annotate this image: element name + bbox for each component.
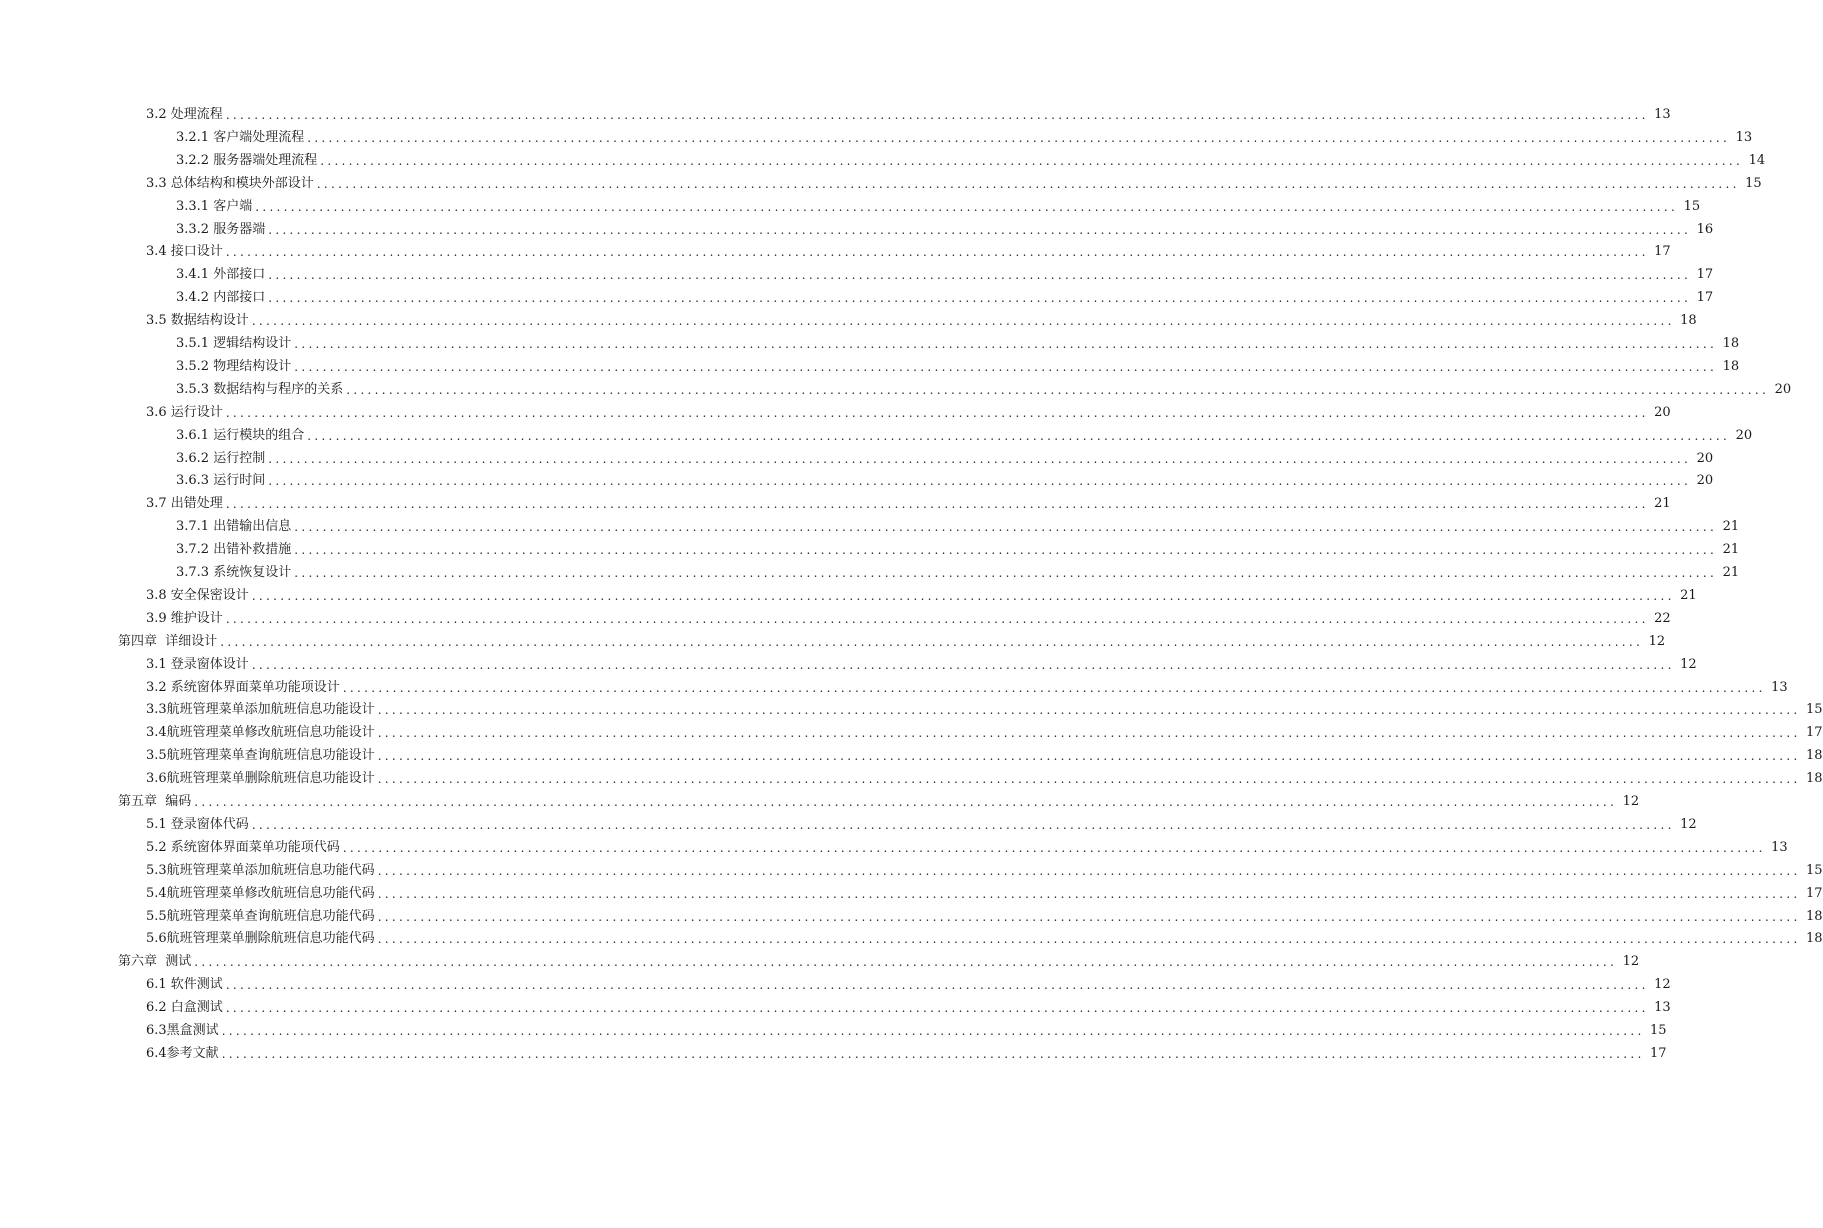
toc-dot-leader: ........................................................................................................................................................................................................ — [268, 268, 1692, 283]
toc-dot-leader: ........................................................................................................................................................................................................ — [377, 772, 1801, 787]
toc-dot-leader: ........................................................................................................................................................................................................ — [342, 680, 1766, 695]
toc-entry-title: 6.4参考文献 — [146, 1045, 219, 1061]
toc-page-number: 14 — [1748, 152, 1766, 168]
toc-dot-leader: ........................................................................................................................................................................................................ — [225, 245, 1649, 260]
toc-page-number: 21 — [1722, 565, 1740, 580]
toc-page-number: 18 — [1722, 336, 1740, 351]
toc-entry[interactable] — [176, 379, 1792, 401]
toc-page-number: 12 — [1622, 954, 1640, 970]
toc-entry[interactable] — [146, 974, 1671, 996]
toc-dot-leader: ........................................................................................................................................................................................................ — [294, 566, 1718, 580]
toc-entry[interactable] — [176, 356, 1740, 378]
toc-dot-leader: ........................................................................................................................................................................................................ — [268, 474, 1692, 489]
toc-dot-leader: ........................................................................................................................................................................................................ — [225, 405, 1649, 420]
toc-entry-title: 5.2 系统窗体界面菜单功能项代码 — [146, 839, 340, 855]
toc-entry[interactable] — [146, 883, 1823, 905]
toc-page-number: 17 — [1806, 725, 1823, 741]
toc-entry-title: 5.3航班管理菜单添加航班信息功能代码 — [146, 862, 375, 878]
toc-page-number: 12 — [1680, 656, 1697, 672]
toc-entry-title: 3.3 总体结构和模块外部设计 — [146, 175, 314, 191]
toc-dot-leader: ........................................................................................................................................................................................................ — [307, 428, 1731, 443]
toc-page-number: 12 — [1680, 816, 1697, 832]
toc-entry[interactable] — [176, 470, 1714, 492]
toc-dot-leader: ........................................................................................................................................................................................................ — [294, 543, 1718, 558]
toc-entry[interactable] — [176, 196, 1701, 218]
toc-entry-title: 6.2 白盒测试 — [146, 1000, 223, 1016]
toc-dot-leader: ........................................................................................................................................................................................................ — [251, 314, 1675, 329]
toc-entry-title: 3.2 系统窗体界面菜单功能项设计 — [146, 679, 340, 695]
toc-entry-title: 3.1 登录窗体设计 — [146, 656, 249, 672]
toc-entry-title: 3.2.2 服务器端处理流程 — [176, 152, 318, 168]
toc-entry-title: 3.7.3 系统恢复设计 — [176, 565, 292, 580]
toc-dot-leader: ........................................................................................................................................................................................................ — [377, 886, 1801, 901]
toc-entry-title: 3.4航班管理菜单修改航班信息功能设计 — [146, 725, 375, 741]
toc-entry-title: 3.6.2 运行控制 — [176, 450, 266, 466]
toc-entry-title: 6.3黑盒测试 — [146, 1023, 219, 1038]
toc-entry-title: 第四章 详细设计 — [118, 633, 218, 649]
toc-entry[interactable] — [146, 1043, 1667, 1065]
toc-entry[interactable] — [118, 791, 1640, 813]
toc-dot-leader: ........................................................................................................................................................................................................ — [251, 588, 1675, 603]
toc-entry[interactable] — [176, 448, 1714, 470]
toc-page-number: 16 — [1696, 221, 1714, 237]
toc-page-number: 15 — [1806, 862, 1823, 878]
toc-entry[interactable] — [146, 814, 1697, 836]
toc-entry-title: 5.1 登录窗体代码 — [146, 816, 249, 832]
toc-entry[interactable] — [176, 425, 1753, 447]
toc-entry[interactable] — [146, 585, 1697, 607]
toc-entry[interactable] — [118, 631, 1666, 653]
toc-page-number: 17 — [1654, 244, 1671, 260]
toc-entry-title: 5.5航班管理菜单查询航班信息功能代码 — [146, 908, 375, 924]
toc-entry[interactable] — [146, 722, 1823, 744]
toc-page-number: 15 — [1806, 702, 1823, 718]
toc-dot-leader: ........................................................................................................................................................................................................ — [221, 1024, 1645, 1038]
toc-dot-leader: ........................................................................................................................................................................................................ — [294, 359, 1718, 374]
toc-dot-leader: ........................................................................................................................................................................................................ — [294, 337, 1718, 351]
toc-entry-title: 3.6.3 运行时间 — [176, 473, 266, 489]
toc-entry[interactable] — [146, 241, 1671, 263]
toc-page-number: 18 — [1806, 771, 1823, 787]
toc-entry-title: 3.3航班管理菜单添加航班信息功能设计 — [146, 702, 375, 718]
toc-page-number: 20 — [1654, 404, 1671, 420]
toc-page-number: 17 — [1696, 267, 1714, 283]
toc-dot-leader: ........................................................................................................................................................................................................ — [342, 840, 1766, 855]
toc-dot-leader: ........................................................................................................................................................................................................ — [251, 817, 1675, 832]
toc-page-number: 18 — [1722, 358, 1740, 374]
toc-page-number: 15 — [1745, 175, 1762, 191]
toc-page-number: 15 — [1650, 1023, 1667, 1038]
toc-entry[interactable] — [146, 402, 1671, 424]
toc-entry[interactable] — [146, 745, 1823, 767]
toc-entry-title: 3.6 运行设计 — [146, 404, 223, 420]
toc-entry[interactable] — [146, 104, 1671, 126]
toc-entry[interactable] — [176, 516, 1740, 538]
toc-entry-title: 3.6航班管理菜单删除航班信息功能设计 — [146, 771, 375, 787]
toc-entry[interactable] — [176, 287, 1714, 309]
toc-entry-title: 5.4航班管理菜单修改航班信息功能代码 — [146, 885, 375, 901]
toc-entry[interactable] — [176, 539, 1740, 561]
toc-dot-leader: ........................................................................................................................................................................................................ — [316, 176, 1740, 191]
toc-page-number: 20 — [1774, 381, 1792, 397]
toc-page-number: 13 — [1654, 1000, 1671, 1016]
toc-entry[interactable] — [176, 127, 1753, 149]
toc-entry-title: 3.9 维护设计 — [146, 610, 223, 626]
toc-page-number: 17 — [1696, 290, 1714, 306]
toc-page-number: 17 — [1650, 1045, 1667, 1061]
toc-entry[interactable] — [146, 493, 1671, 515]
toc-page-number: 17 — [1806, 885, 1823, 901]
toc-dot-leader: ........................................................................................................................................................................................................ — [268, 291, 1692, 306]
toc-dot-leader: ........................................................................................................................................................................................................ — [220, 634, 1644, 649]
toc-dot-leader: ........................................................................................................................................................................................................ — [225, 108, 1649, 122]
toc-entry-title: 6.1 软件测试 — [146, 977, 223, 993]
toc-entry-title: 3.2.1 客户端处理流程 — [176, 129, 305, 145]
toc-entry-title: 第六章 测试 — [118, 954, 192, 970]
toc-entry[interactable] — [176, 333, 1740, 355]
toc-entry-title: 第五章 编码 — [118, 794, 192, 809]
toc-entry-title: 3.5航班管理菜单查询航班信息功能设计 — [146, 748, 375, 764]
toc-page-number: 13 — [1771, 679, 1788, 695]
toc-dot-leader: ........................................................................................................................................................................................................ — [225, 978, 1649, 993]
toc-entry[interactable] — [146, 173, 1762, 195]
toc-dot-leader: ........................................................................................................................................................................................................ — [346, 382, 1770, 397]
toc-dot-leader: ........................................................................................................................................................................................................ — [377, 863, 1801, 878]
toc-entry[interactable] — [146, 837, 1788, 859]
toc-page-number: 12 — [1654, 977, 1671, 993]
toc-entry-title: 3.4.1 外部接口 — [176, 267, 266, 283]
toc-entry-title: 3.3.1 客户端 — [176, 198, 253, 214]
toc-dot-leader: ........................................................................................................................................................................................................ — [221, 1046, 1645, 1061]
toc-entry[interactable] — [118, 951, 1640, 973]
toc-dot-leader: ........................................................................................................................................................................................................ — [194, 795, 1618, 809]
toc-page-number: 18 — [1806, 908, 1823, 924]
toc-entry-title: 3.7 出错处理 — [146, 496, 223, 512]
toc-page-number: 13 — [1735, 129, 1753, 145]
toc-page-number: 18 — [1806, 931, 1823, 947]
toc-dot-leader: ........................................................................................................................................................................................................ — [377, 726, 1801, 741]
toc-entry-title: 3.5.2 物理结构设计 — [176, 358, 292, 374]
toc-entry-title: 3.4 接口设计 — [146, 244, 223, 260]
toc-entry[interactable] — [146, 654, 1697, 676]
toc-dot-leader: ........................................................................................................................................................................................................ — [307, 130, 1731, 145]
toc-entry[interactable] — [146, 768, 1823, 790]
toc-entry-title: 3.5.3 数据结构与程序的关系 — [176, 381, 344, 397]
toc-entry-title: 3.5 数据结构设计 — [146, 313, 249, 329]
toc-page-number: 18 — [1680, 313, 1697, 329]
toc-dot-leader: ........................................................................................................................................................................................................ — [377, 749, 1801, 764]
toc-entry[interactable] — [146, 860, 1823, 882]
toc-entry-title: 3.2 处理流程 — [146, 107, 223, 122]
toc-entry-title: 3.6.1 运行模块的组合 — [176, 427, 305, 443]
toc-page-number: 20 — [1696, 450, 1714, 466]
toc-page-number: 13 — [1654, 107, 1671, 122]
toc-page-number: 20 — [1696, 473, 1714, 489]
toc-dot-leader: ........................................................................................................................................................................................................ — [225, 1001, 1649, 1016]
toc-dot-leader: ........................................................................................................................................................................................................ — [320, 153, 1744, 168]
toc-page-number: 21 — [1722, 519, 1740, 535]
toc-entry[interactable] — [146, 699, 1823, 721]
toc-dot-leader: ........................................................................................................................................................................................................ — [377, 909, 1801, 924]
toc-entry-title: 3.7.1 出错输出信息 — [176, 519, 292, 535]
toc-entry[interactable] — [146, 677, 1788, 699]
toc-entry[interactable] — [146, 1020, 1667, 1042]
toc-entry-title: 3.4.2 内部接口 — [176, 290, 266, 306]
toc-page-number: 20 — [1735, 427, 1753, 443]
toc-entry[interactable] — [146, 608, 1671, 630]
toc-page-number: 15 — [1683, 198, 1701, 214]
toc-page-number: 12 — [1622, 794, 1640, 809]
toc-entry[interactable] — [146, 906, 1823, 928]
toc-entry[interactable] — [146, 310, 1697, 332]
toc-page-number: 13 — [1771, 839, 1788, 855]
toc-dot-leader: ........................................................................................................................................................................................................ — [294, 520, 1718, 535]
toc-entry[interactable] — [146, 997, 1671, 1019]
toc-entry[interactable] — [146, 928, 1823, 950]
toc-entry[interactable] — [176, 264, 1714, 286]
toc-dot-leader: ........................................................................................................................................................................................................ — [225, 611, 1649, 626]
toc-dot-leader: ........................................................................................................................................................................................................ — [268, 222, 1692, 237]
toc-page-number: 12 — [1648, 633, 1666, 649]
toc-entry-title: 3.7.2 出错补救措施 — [176, 542, 292, 558]
toc-entry-title: 3.3.2 服务器端 — [176, 221, 266, 237]
toc-entry[interactable] — [176, 562, 1740, 584]
toc-page-number: 21 — [1722, 542, 1740, 558]
toc-dot-leader: ........................................................................................................................................................................................................ — [251, 657, 1675, 672]
toc-dot-leader: ........................................................................................................................................................................................................ — [225, 497, 1649, 512]
toc-entry-title: 5.6航班管理菜单删除航班信息功能代码 — [146, 931, 375, 947]
toc-entry-title: 3.5.1 逻辑结构设计 — [176, 336, 292, 351]
toc-page-number: 18 — [1806, 748, 1823, 764]
toc-entry[interactable] — [176, 150, 1766, 172]
toc-page-number: 22 — [1654, 610, 1671, 626]
toc-page-number: 21 — [1680, 587, 1697, 603]
toc-dot-leader: ........................................................................................................................................................................................................ — [268, 451, 1692, 466]
toc-dot-leader: ........................................................................................................................................................................................................ — [255, 199, 1679, 214]
toc-dot-leader: ........................................................................................................................................................................................................ — [194, 955, 1618, 970]
toc-dot-leader: ........................................................................................................................................................................................................ — [377, 932, 1801, 947]
toc-dot-leader: ........................................................................................................................................................................................................ — [377, 703, 1801, 718]
toc-entry-title: 3.8 安全保密设计 — [146, 587, 249, 603]
toc-entry[interactable] — [176, 219, 1714, 241]
toc-page-number: 21 — [1654, 496, 1671, 512]
